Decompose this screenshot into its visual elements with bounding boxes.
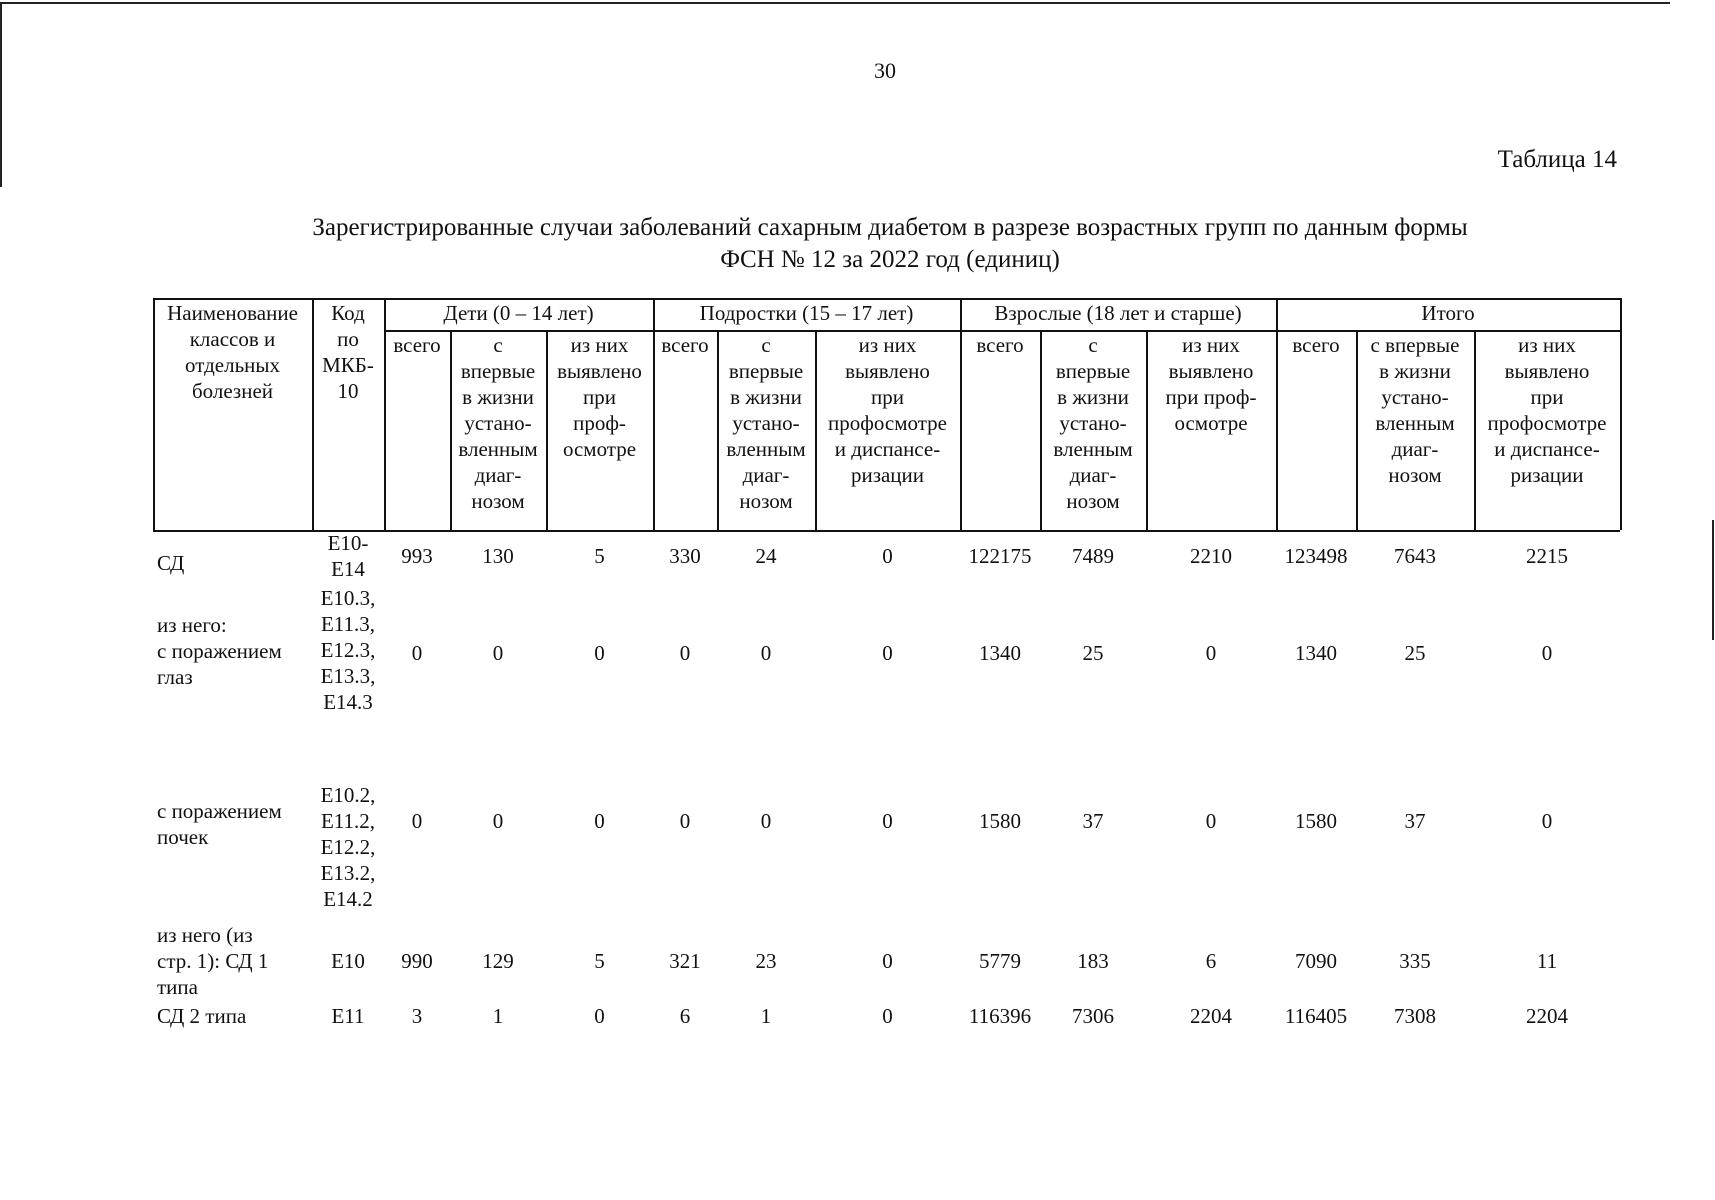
header-subcolumn: вленным bbox=[1053, 437, 1133, 461]
header-subcolumn: всего bbox=[661, 333, 709, 357]
row-value: 1340 bbox=[1295, 641, 1337, 665]
header-subcolumn: устано- bbox=[1059, 411, 1127, 435]
header-subcolumn: впервые bbox=[728, 359, 804, 383]
row-value: 129 bbox=[482, 949, 514, 973]
row-value: 123498 bbox=[1284, 544, 1348, 568]
row-value: 335 bbox=[1399, 949, 1431, 973]
header-subcolumn: нозом bbox=[471, 489, 525, 513]
header-subcolumn: профосмотре bbox=[828, 411, 947, 435]
row-icd-code: E14.2 bbox=[323, 887, 373, 911]
header-subcolumn: диаг- bbox=[474, 463, 522, 487]
header-subcolumn: с впервые bbox=[1370, 333, 1460, 357]
header-subcolumn: устано- bbox=[732, 411, 800, 435]
row-icd-code: E12.2, bbox=[320, 835, 376, 859]
row-value: 0 bbox=[1205, 641, 1217, 665]
row-value: 37 bbox=[1082, 809, 1104, 833]
row-value: 0 bbox=[882, 809, 893, 833]
row-value: 1 bbox=[760, 1004, 772, 1028]
row-name: почек bbox=[157, 825, 209, 849]
row-value: 1580 bbox=[1295, 809, 1337, 833]
row-value: 3 bbox=[411, 1004, 423, 1028]
header-subcolumn: при bbox=[583, 385, 616, 409]
header-group-1: Дети (0 – 14 лет) bbox=[443, 301, 594, 325]
row-name: СД 2 типа bbox=[157, 1004, 247, 1028]
header-subcolumn: в жизни bbox=[730, 385, 802, 409]
header-subcolumn: осмотре bbox=[1174, 411, 1248, 435]
caption-line-1: Зарегистрированные случаи заболеваний сахарным диабетом в разрезе возрастных групп по данным формы bbox=[312, 214, 1468, 241]
row-value: 330 bbox=[669, 544, 701, 568]
row-value: 0 bbox=[492, 809, 504, 833]
table-caption bbox=[205, 212, 1575, 276]
row-value: 23 bbox=[755, 949, 777, 973]
row-value: 0 bbox=[492, 641, 504, 665]
header-code-column: по bbox=[337, 327, 359, 351]
header-subcolumn: с bbox=[761, 333, 771, 357]
row-icd-code: E11.2, bbox=[320, 809, 376, 833]
header-subcolumn: и диспансе- bbox=[1494, 437, 1600, 461]
row-value: 6 bbox=[679, 1004, 691, 1028]
row-name: глаз bbox=[157, 665, 193, 689]
row-value: 0 bbox=[679, 641, 691, 665]
header-subcolumn: ризации bbox=[850, 463, 925, 487]
header-subcolumn: выявлено bbox=[1168, 359, 1254, 383]
header-subcolumn: диаг- bbox=[1069, 463, 1117, 487]
header-code-column: Код bbox=[331, 301, 365, 325]
row-value: 130 bbox=[482, 544, 514, 568]
header-group-3: Взрослые (18 лет и старше) bbox=[994, 301, 1242, 325]
header-subcolumn: нозом bbox=[739, 489, 793, 513]
row-value: 2204 bbox=[1190, 1004, 1232, 1028]
row-icd-code: E10.2, bbox=[320, 783, 376, 807]
row-value: 0 bbox=[594, 641, 605, 665]
row-value: 1 bbox=[492, 1004, 504, 1028]
header-subcolumn: проф- bbox=[573, 411, 626, 435]
row-value: 990 bbox=[401, 949, 433, 973]
row-value: 0 bbox=[594, 809, 605, 833]
row-name: из него: bbox=[157, 613, 227, 637]
row-icd-code: E13.3, bbox=[320, 664, 376, 688]
row-value: 0 bbox=[594, 1004, 605, 1028]
row-icd-code: E11 bbox=[331, 1004, 365, 1028]
header-subcolumn: из них bbox=[1182, 333, 1240, 357]
row-value: 0 bbox=[882, 1004, 893, 1028]
header-group-2: Подростки (15 – 17 лет) bbox=[699, 301, 914, 325]
header-subcolumn: всего bbox=[976, 333, 1024, 357]
header-name-column: болезней bbox=[191, 379, 274, 403]
row-value: 5 bbox=[594, 544, 605, 568]
row-value: 6 bbox=[1205, 949, 1217, 973]
row-value: 7489 bbox=[1072, 544, 1114, 568]
row-value: 37 bbox=[1404, 809, 1426, 833]
header-subcolumn: из них bbox=[1518, 333, 1576, 357]
header-subcolumn: осмотре bbox=[562, 437, 637, 461]
header-subcolumn: выявлено bbox=[845, 359, 930, 383]
header-subcolumn: в жизни bbox=[1379, 359, 1451, 383]
header-subcolumn: ризации bbox=[1510, 463, 1584, 487]
header-name-column: Наименование bbox=[167, 301, 298, 325]
header-subcolumn: профосмотре bbox=[1487, 411, 1607, 435]
row-value: 993 bbox=[401, 544, 433, 568]
row-value: 0 bbox=[411, 809, 423, 833]
row-value: 11 bbox=[1536, 949, 1558, 973]
row-value: 2204 bbox=[1526, 1004, 1568, 1028]
row-value: 0 bbox=[882, 641, 893, 665]
header-subcolumn: выявлено bbox=[557, 359, 642, 383]
header-subcolumn: в жизни bbox=[1057, 385, 1129, 409]
row-icd-code: E10.3, bbox=[320, 586, 376, 610]
row-value: 1580 bbox=[979, 809, 1021, 833]
row-name: типа bbox=[157, 975, 198, 999]
header-subcolumn: при bbox=[1530, 385, 1564, 409]
header-code-column: 10 bbox=[337, 379, 359, 403]
header-subcolumn: впервые bbox=[1055, 359, 1131, 383]
scan-edge-right bbox=[1712, 520, 1714, 640]
header-code-column: МКБ- bbox=[322, 353, 374, 377]
row-value: 5 bbox=[594, 949, 605, 973]
header-subcolumn: устано- bbox=[1381, 385, 1449, 409]
row-value: 25 bbox=[1404, 641, 1426, 665]
row-value: 1340 bbox=[979, 641, 1021, 665]
row-value: 0 bbox=[882, 544, 893, 568]
row-value: 0 bbox=[760, 641, 772, 665]
row-value: 2215 bbox=[1526, 544, 1568, 568]
row-value: 0 bbox=[679, 809, 691, 833]
row-value: 7643 bbox=[1394, 544, 1436, 568]
header-subcolumn: вленным bbox=[458, 437, 538, 461]
header-subcolumn: с bbox=[1088, 333, 1098, 357]
row-icd-code: E11.3, bbox=[320, 612, 376, 636]
row-icd-code: E13.2, bbox=[320, 861, 376, 885]
header-subcolumn: выявлено bbox=[1504, 359, 1590, 383]
scan-edge-left bbox=[0, 2, 2, 187]
row-value: 0 bbox=[1541, 809, 1553, 833]
row-value: 122175 bbox=[968, 544, 1032, 568]
row-icd-code: E12.3, bbox=[320, 638, 376, 662]
row-value: 25 bbox=[1082, 641, 1104, 665]
header-subcolumn: при проф- bbox=[1165, 385, 1257, 409]
row-value: 7090 bbox=[1295, 949, 1337, 973]
row-value: 7308 bbox=[1394, 1004, 1436, 1028]
row-value: 321 bbox=[669, 949, 701, 973]
row-icd-code: E14 bbox=[331, 557, 365, 581]
header-subcolumn: из них bbox=[570, 333, 629, 357]
caption-line-2: ФСН № 12 за 2022 год (единиц) bbox=[720, 246, 1060, 273]
row-name: с поражением bbox=[157, 799, 282, 823]
row-value: 183 bbox=[1077, 949, 1109, 973]
column-border bbox=[1620, 298, 1622, 530]
row-icd-code: E10 bbox=[331, 949, 365, 973]
header-name-column: классов и bbox=[189, 327, 276, 351]
header-subcolumn: вленным bbox=[1375, 411, 1455, 435]
header-subcolumn: диаг- bbox=[742, 463, 790, 487]
header-group-4: Итого bbox=[1421, 301, 1475, 325]
header-subcolumn: вленным bbox=[726, 437, 806, 461]
header-subcolumn: впервые bbox=[460, 359, 536, 383]
scan-edge-top bbox=[0, 2, 1670, 4]
header-subcolumn: с bbox=[493, 333, 503, 357]
row-value: 2210 bbox=[1190, 544, 1232, 568]
row-value: 0 bbox=[760, 809, 772, 833]
row-name: стр. 1): СД 1 bbox=[157, 949, 269, 973]
row-value: 116396 bbox=[968, 1004, 1032, 1028]
row-value: 24 bbox=[755, 544, 777, 568]
header-subcolumn: и диспансе- bbox=[834, 437, 941, 461]
row-value: 7306 bbox=[1072, 1004, 1114, 1028]
row-value: 0 bbox=[1541, 641, 1553, 665]
header-name-column: отдельных bbox=[184, 353, 281, 377]
row-icd-code: E14.3 bbox=[323, 690, 373, 714]
row-value: 0 bbox=[882, 949, 893, 973]
header-subcolumn: при bbox=[871, 385, 904, 409]
row-name: СД bbox=[157, 551, 185, 575]
row-value: 0 bbox=[1205, 809, 1217, 833]
header-subcolumn: диаг- bbox=[1391, 437, 1439, 461]
header-subcolumn: нозом bbox=[1388, 463, 1442, 487]
row-value: 116405 bbox=[1284, 1004, 1348, 1028]
header-subcolumn: в жизни bbox=[462, 385, 534, 409]
page-number: 30 bbox=[874, 58, 896, 83]
header-subcolumn: из них bbox=[858, 333, 917, 357]
row-icd-code: E10- bbox=[327, 531, 369, 555]
row-name: из него (из bbox=[157, 923, 253, 947]
table-label: Таблица 14 bbox=[1497, 146, 1617, 173]
header-subcolumn: нозом bbox=[1066, 489, 1120, 513]
header-subcolumn: всего bbox=[1292, 333, 1340, 357]
row-value: 0 bbox=[411, 641, 423, 665]
row-name: с поражением bbox=[157, 639, 282, 663]
header-subcolumn: устано- bbox=[464, 411, 532, 435]
row-value: 5779 bbox=[979, 949, 1021, 973]
header-subcolumn: всего bbox=[393, 333, 441, 357]
